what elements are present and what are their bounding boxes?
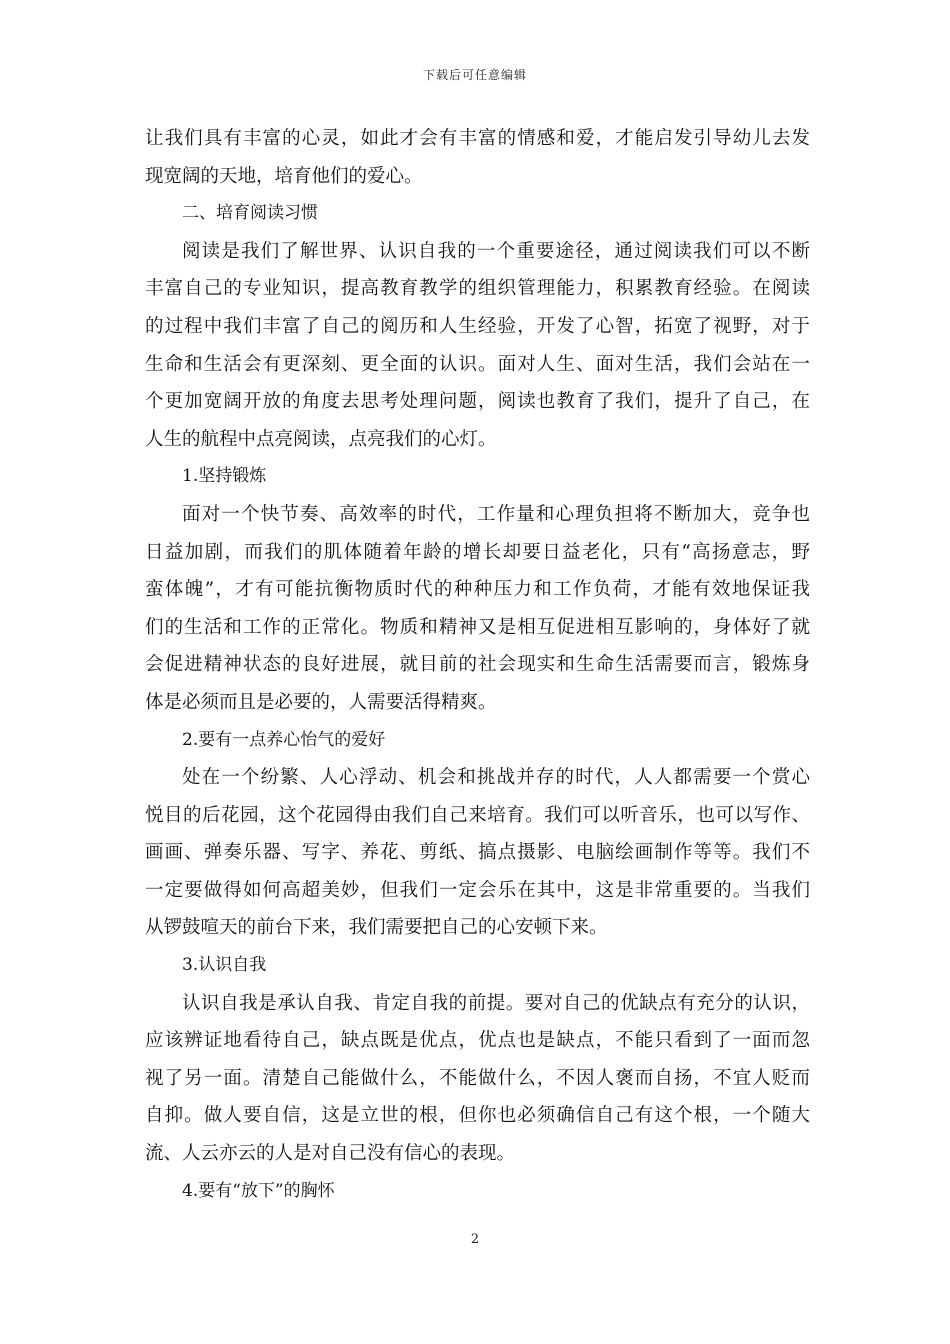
text-line: 悦目的后花园，这个花园得由我们自己来培育。我们可以听音乐，也可以写作、: [145, 804, 810, 826]
text-line: 自抑。做人要自信，这是立世的根，但你也必须确信自己有这个根，一个随大: [145, 1105, 810, 1127]
paragraph: [145, 120, 810, 195]
text-line: 认识自我是承认自我、肯定自我的前提。要对自己的优缺点有充分的认识，: [182, 992, 810, 1014]
text-line: 阅读是我们了解世界、认识自我的一个重要途径，通过阅读我们可以不断: [182, 240, 810, 262]
text-line: 现宽阔的天地，培育他们的爱心。: [145, 165, 423, 187]
text-line: 丰富自己的专业知识，提高教育教学的组织管理能力，积累教育经验。在阅读: [145, 278, 810, 300]
text-line: 视了另一面。清楚自己能做什么，不能做什么，不因人褒而自扬，不宜人贬而: [145, 1067, 810, 1089]
text-line: 从锣鼓喧天的前台下来，我们需要把自己的心安顿下来。: [145, 917, 608, 939]
text-line: 人生的航程中点亮阅读，点亮我们的心灯。: [145, 428, 497, 450]
text-line: 应该辨证地看待自己，缺点既是优点，优点也是缺点，不能只看到了一面而忽: [145, 1030, 810, 1052]
section-heading: 3.认识自我: [182, 955, 267, 976]
text-line: 面对一个快节奏、高效率的时代，工作量和心理负担将不断加大，竞争也: [182, 503, 810, 525]
text-line: 们的生活和工作的正常化。物质和精神又是相互促进相互影响的，身体好了就: [145, 616, 810, 638]
page-number: 2: [470, 1232, 480, 1247]
section-heading: 2.要有一点养心怡气的爱好: [182, 729, 386, 750]
text-line: 日益加剧，而我们的肌体随着年龄的增长却要日益老化，只有“高扬意志，野: [145, 541, 810, 563]
text-line: 体是必须而且是必要的，人需要活得精爽。: [145, 691, 497, 713]
paragraph: [145, 496, 810, 722]
text-line: 个更加宽阔开放的角度去思考处理问题，阅读也教育了我们，提升了自己，在: [145, 391, 810, 413]
document-body: [145, 120, 810, 1210]
text-line: 会促进精神状态的良好进展，就目前的社会现实和生命生活需要而言，锻炼身: [145, 654, 810, 676]
page-header: 下载后可任意编辑: [422, 68, 527, 82]
text-line: 生命和生活会有更深刻、更全面的认识。面对人生、面对生活，我们会站在一: [145, 353, 810, 375]
text-line: 流、人云亦云的人是对自己没有信心的表现。: [145, 1143, 516, 1165]
text-line: 的过程中我们丰富了自己的阅历和人生经验，开发了心智，拓宽了视野，对于: [145, 315, 810, 337]
text-line: 让我们具有丰富的心灵，如此才会有丰富的情感和爱，才能启发引导幼儿去发: [145, 128, 810, 149]
section-heading: 1.坚持锻炼: [182, 466, 267, 487]
text-line: 蛮体魄”，才有可能抗衡物质时代的种种压力和工作负荷，才能有效地保证我: [145, 579, 810, 601]
section-heading: 二、培育阅读习惯: [182, 203, 318, 224]
paragraph: [145, 985, 810, 1173]
text-line: 处在一个纷繁、人心浮动、机会和挑战并存的时代，人人都需要一个赏心: [182, 767, 810, 789]
text-line: 一定要做得如何高超美妙，但我们一定会乐在其中，这是非常重要的。当我们: [145, 879, 810, 901]
paragraph: [145, 233, 810, 459]
text-line: 画画、弹奏乐器、写字、养花、剪纸、搞点摄影、电脑绘画制作等等。我们不: [145, 842, 810, 864]
section-heading: 4.要有“放下”的胸怀: [182, 1180, 335, 1201]
paragraph: [145, 759, 810, 947]
